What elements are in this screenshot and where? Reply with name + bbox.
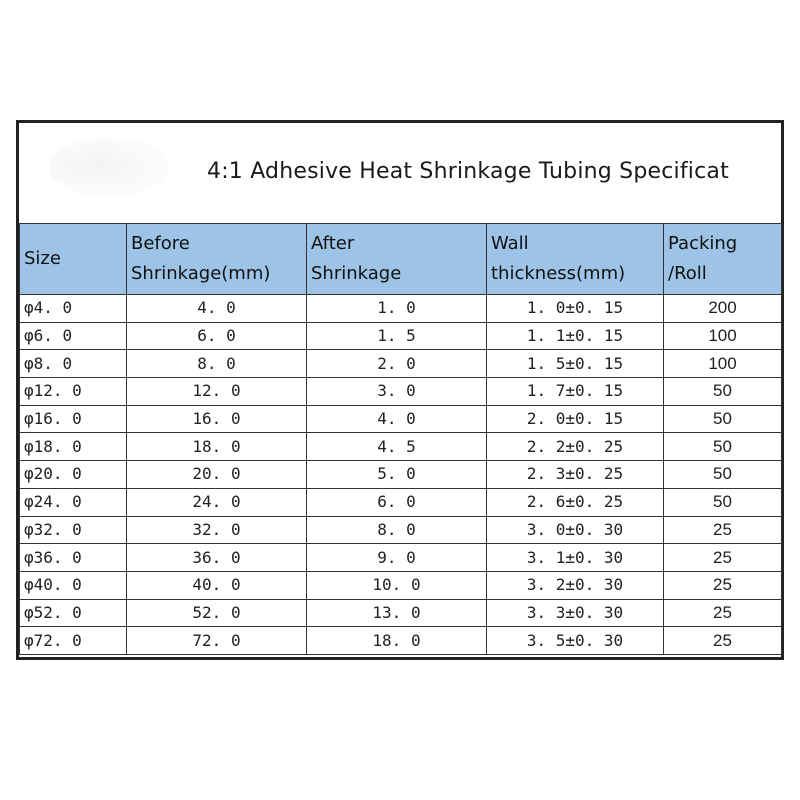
before-cell: 32. 0 (127, 516, 307, 544)
after-cell: 10. 0 (307, 571, 487, 599)
size-cell: φ16. 0 (20, 405, 127, 433)
header-wall-thickness (487, 224, 664, 295)
packing-cell: 200 (664, 295, 782, 323)
size-cell: φ6. 0 (20, 322, 127, 350)
before-cell: 20. 0 (127, 461, 307, 489)
table-row (20, 378, 782, 406)
after-cell: 8. 0 (307, 516, 487, 544)
packing-cell: 50 (664, 378, 782, 406)
before-cell: 12. 0 (127, 378, 307, 406)
table-title: 4:1 Adhesive Heat Shrinkage Tubing Specificat (207, 159, 729, 184)
header-line: Shrinkage(mm) (131, 263, 271, 284)
header-line: Before (131, 233, 190, 254)
packing-cell: 50 (664, 405, 782, 433)
table-row (20, 322, 782, 350)
watermark-logo (49, 137, 169, 197)
table-row (20, 405, 782, 433)
header-line: Shrinkage (311, 263, 402, 284)
spec-table (19, 223, 782, 655)
packing-cell: 50 (664, 488, 782, 516)
packing-cell: 100 (664, 322, 782, 350)
size-cell: φ20. 0 (20, 461, 127, 489)
size-cell: φ12. 0 (20, 378, 127, 406)
table-row (20, 461, 782, 489)
packing-cell: 50 (664, 461, 782, 489)
after-cell: 9. 0 (307, 544, 487, 572)
header-line: Size (24, 248, 61, 269)
before-cell: 52. 0 (127, 599, 307, 627)
after-cell: 3. 0 (307, 378, 487, 406)
before-cell: 36. 0 (127, 544, 307, 572)
header-line: After (311, 233, 355, 254)
before-cell: 16. 0 (127, 405, 307, 433)
title-band (19, 123, 781, 223)
wall-cell: 1. 0±0. 15 (487, 295, 664, 323)
wall-cell: 2. 2±0. 25 (487, 433, 664, 461)
packing-cell: 100 (664, 350, 782, 378)
wall-cell: 1. 1±0. 15 (487, 322, 664, 350)
table-body (20, 295, 782, 655)
table-row (20, 516, 782, 544)
wall-cell: 2. 6±0. 25 (487, 488, 664, 516)
header-before-shrinkage (127, 224, 307, 295)
after-cell: 1. 0 (307, 295, 487, 323)
size-cell: φ72. 0 (20, 627, 127, 655)
size-cell: φ18. 0 (20, 433, 127, 461)
before-cell: 6. 0 (127, 322, 307, 350)
wall-cell: 3. 0±0. 30 (487, 516, 664, 544)
packing-cell: 25 (664, 516, 782, 544)
before-cell: 40. 0 (127, 571, 307, 599)
after-cell: 13. 0 (307, 599, 487, 627)
before-cell: 24. 0 (127, 488, 307, 516)
size-cell: φ8. 0 (20, 350, 127, 378)
after-cell: 18. 0 (307, 627, 487, 655)
table-row (20, 599, 782, 627)
spec-table-frame (16, 120, 784, 660)
packing-cell: 50 (664, 433, 782, 461)
before-cell: 18. 0 (127, 433, 307, 461)
table-row (20, 433, 782, 461)
table-row (20, 544, 782, 572)
header-packing-roll (664, 224, 782, 295)
size-cell: φ4. 0 (20, 295, 127, 323)
size-cell: φ52. 0 (20, 599, 127, 627)
wall-cell: 3. 5±0. 30 (487, 627, 664, 655)
wall-cell: 3. 3±0. 30 (487, 599, 664, 627)
table-row (20, 295, 782, 323)
wall-cell: 2. 0±0. 15 (487, 405, 664, 433)
wall-cell: 3. 2±0. 30 (487, 571, 664, 599)
wall-cell: 1. 5±0. 15 (487, 350, 664, 378)
before-cell: 8. 0 (127, 350, 307, 378)
after-cell: 6. 0 (307, 488, 487, 516)
header-line: Packing (668, 233, 738, 254)
header-line: thickness(mm) (491, 263, 626, 284)
after-cell: 5. 0 (307, 461, 487, 489)
wall-cell: 1. 7±0. 15 (487, 378, 664, 406)
table-row (20, 627, 782, 655)
packing-cell: 25 (664, 544, 782, 572)
size-cell: φ24. 0 (20, 488, 127, 516)
header-size (20, 224, 127, 295)
after-cell: 2. 0 (307, 350, 487, 378)
wall-cell: 3. 1±0. 30 (487, 544, 664, 572)
size-cell: φ32. 0 (20, 516, 127, 544)
header-line: /Roll (668, 263, 707, 284)
table-row (20, 350, 782, 378)
after-cell: 1. 5 (307, 322, 487, 350)
before-cell: 4. 0 (127, 295, 307, 323)
table-row (20, 571, 782, 599)
wall-cell: 2. 3±0. 25 (487, 461, 664, 489)
header-after-shrinkage (307, 224, 487, 295)
after-cell: 4. 0 (307, 405, 487, 433)
after-cell: 4. 5 (307, 433, 487, 461)
before-cell: 72. 0 (127, 627, 307, 655)
packing-cell: 25 (664, 571, 782, 599)
size-cell: φ40. 0 (20, 571, 127, 599)
header-row (20, 224, 782, 295)
packing-cell: 25 (664, 627, 782, 655)
size-cell: φ36. 0 (20, 544, 127, 572)
table-row (20, 488, 782, 516)
header-line: Wall (491, 233, 529, 254)
packing-cell: 25 (664, 599, 782, 627)
